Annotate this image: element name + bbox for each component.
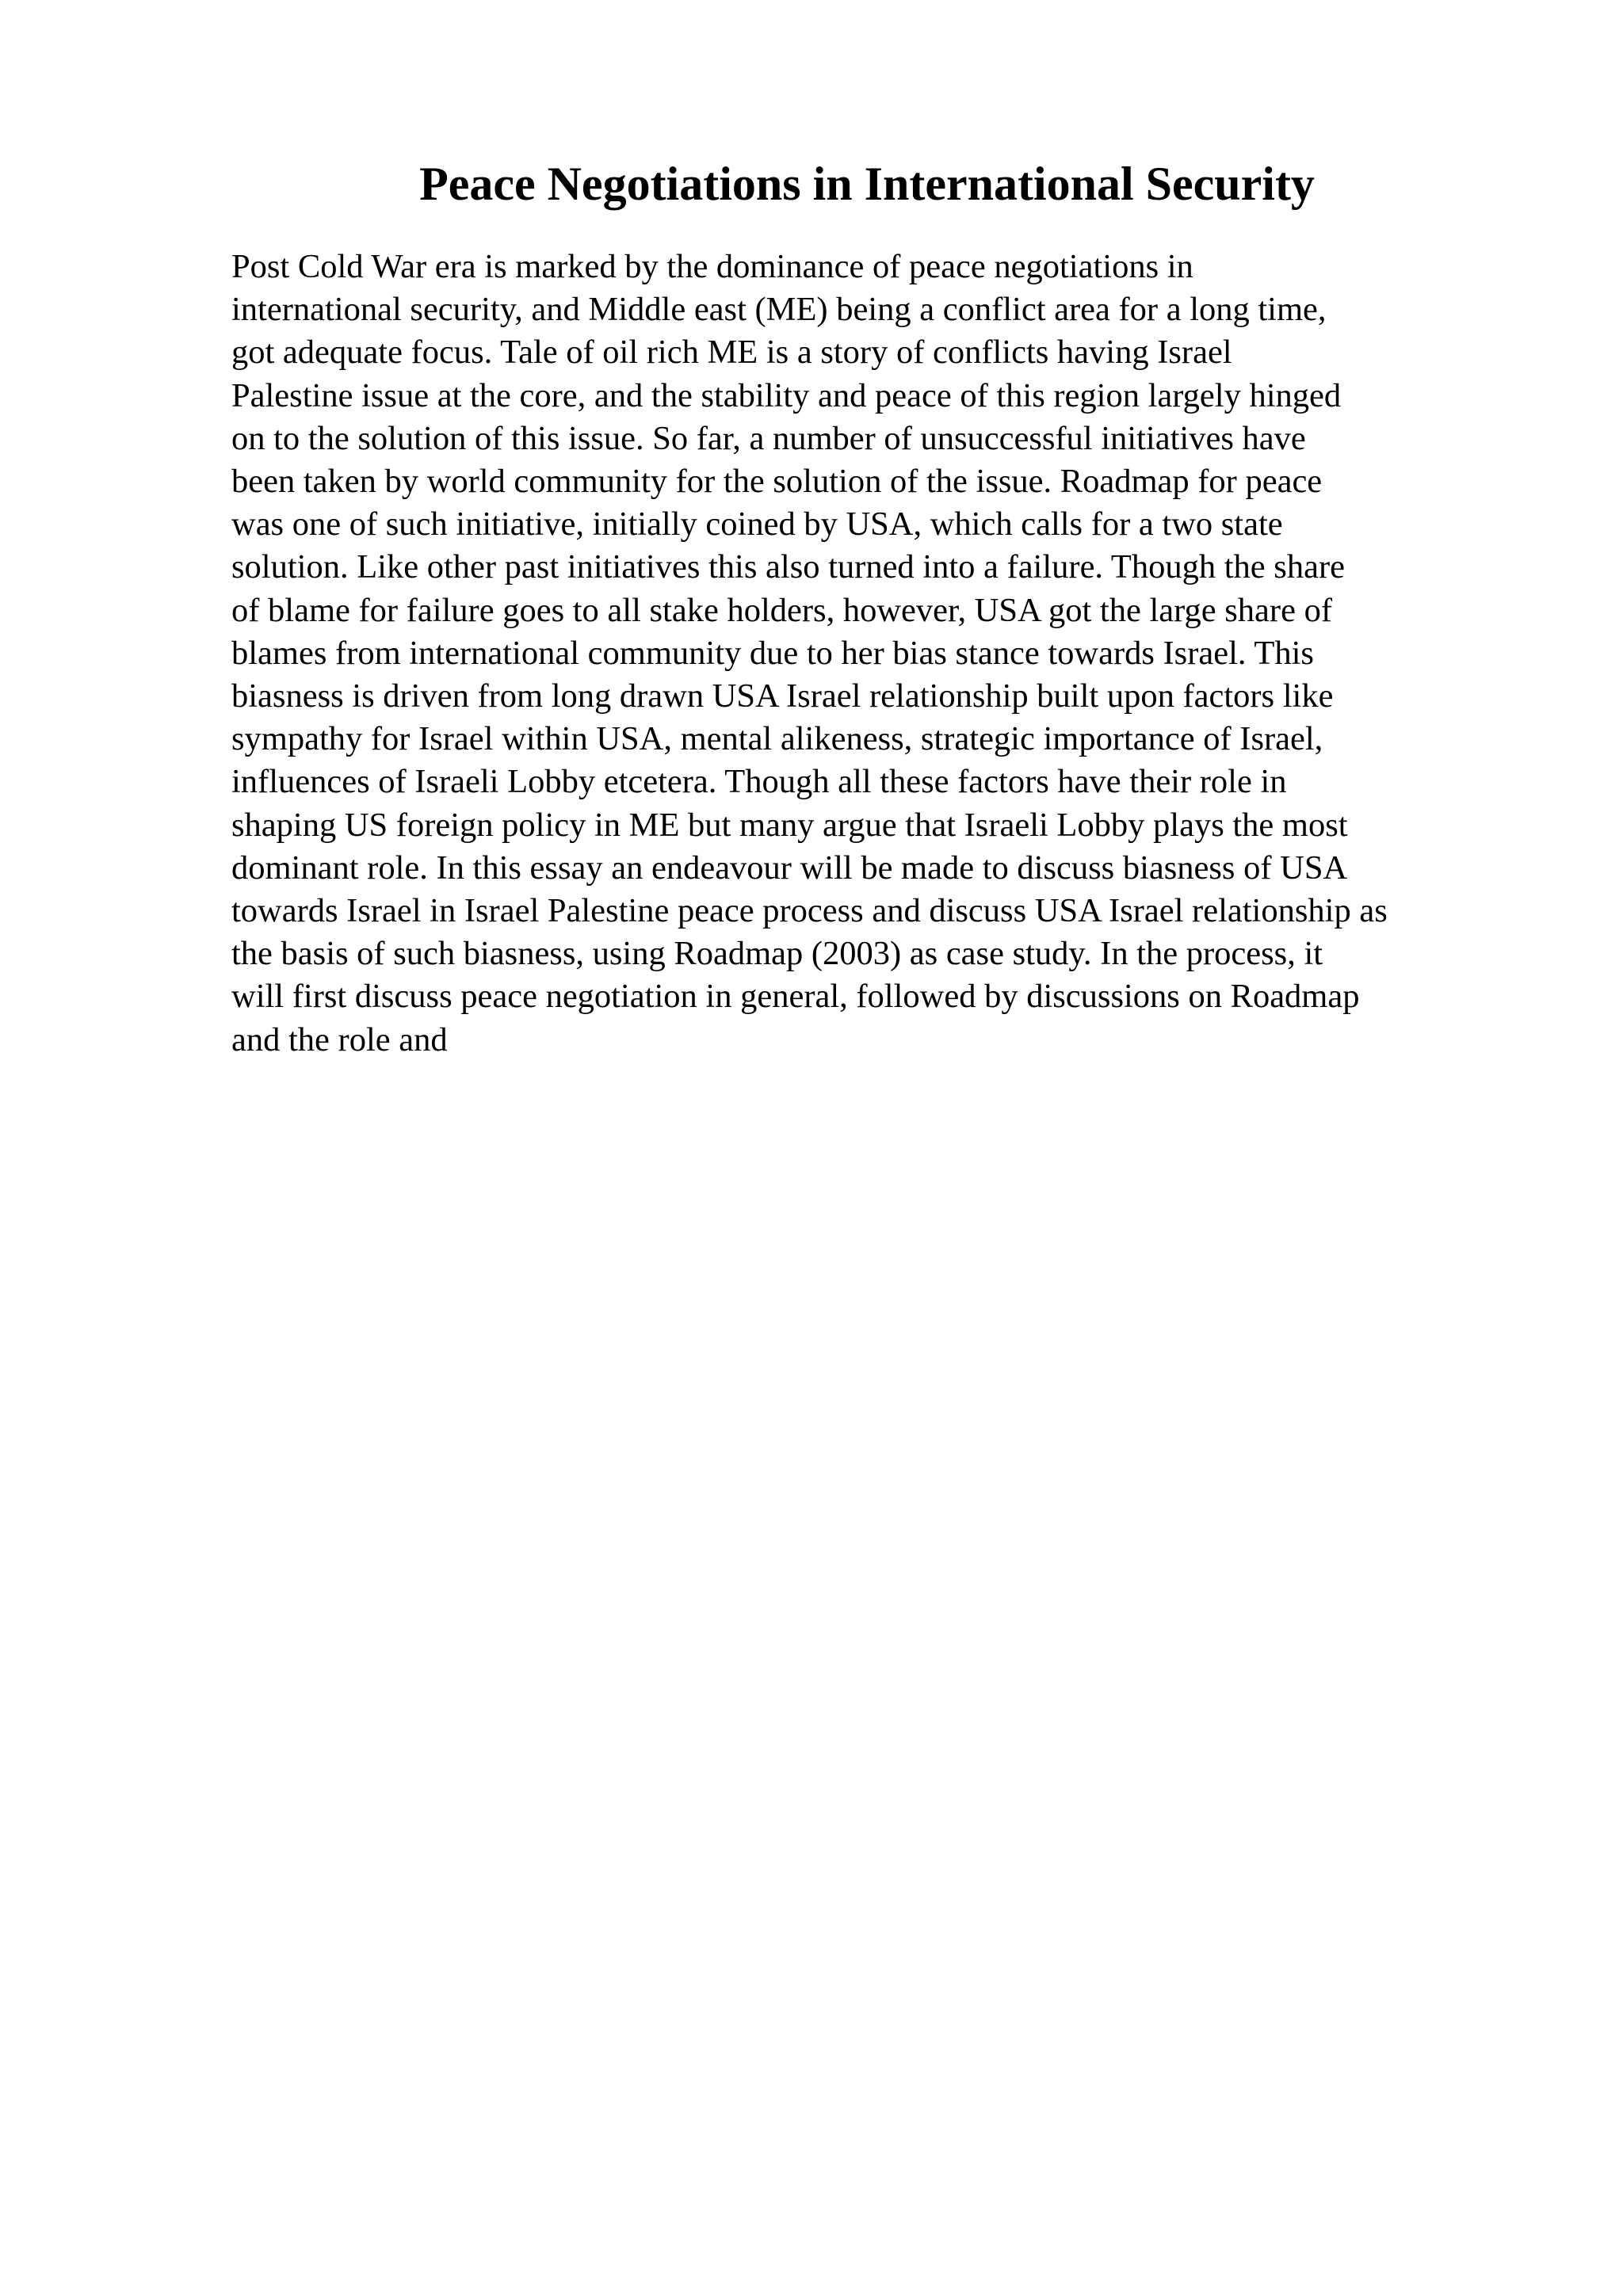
paragraph-line: solution. Like other past initiatives this also turned into a failure. Though the share — [231, 548, 1345, 586]
paragraph-line: blames from international community due to her bias stance towards Israel. This — [231, 634, 1314, 672]
paragraph-line: and the role and — [231, 1020, 448, 1058]
paragraph-line: shaping US foreign policy in ME but many argue that Israeli Lobby plays the most — [231, 806, 1348, 844]
paragraph-line: got adequate focus. Tale of oil rich ME is a story of conflicts having Israel — [231, 334, 1232, 372]
paragraph-line: sympathy for Israel within USA, mental alikeness, strategic importance of Israel, — [231, 720, 1323, 758]
paragraph-line: was one of such initiative, initially coined by USA, which calls for a two state — [231, 505, 1283, 543]
paragraph-line: Palestine issue at the core, and the stability and peace of this region largely hinged — [231, 376, 1342, 414]
paragraph-line: dominant role. In this essay an endeavour will be made to discuss biasness of USA — [231, 849, 1348, 887]
body-paragraph — [231, 246, 1579, 1062]
paragraph-line: towards Israel in Israel Palestine peace process and discuss USA Israel relationship as — [231, 892, 1388, 930]
paragraph-line: of blame for failure goes to all stake holders, however, USA got the large share of — [231, 591, 1332, 629]
paragraph-line: been taken by world community for the solution of the issue. Roadmap for peace — [231, 463, 1323, 501]
paragraph-line: international security, and Middle east (ME) being a conflict area for a long time, — [231, 291, 1327, 329]
paragraph-line: biasness is driven from long drawn USA Israel relationship built upon factors like — [231, 677, 1334, 715]
paragraph-line: on to the solution of this issue. So far, a number of unsuccessful initiatives have — [231, 419, 1306, 457]
page-title: Peace Negotiations in International Security — [419, 158, 1315, 210]
paragraph-line: will first discuss peace negotiation in general, followed by discussions on Roadmap — [231, 978, 1360, 1016]
paragraph-line: the basis of such biasness, using Roadmap (2003) as case study. In the process, it — [231, 935, 1323, 973]
paragraph-line: Post Cold War era is marked by the dominance of peace negotiations in — [231, 248, 1193, 285]
paragraph-line: influences of Israeli Lobby etcetera. Though all these factors have their role in — [231, 763, 1287, 801]
